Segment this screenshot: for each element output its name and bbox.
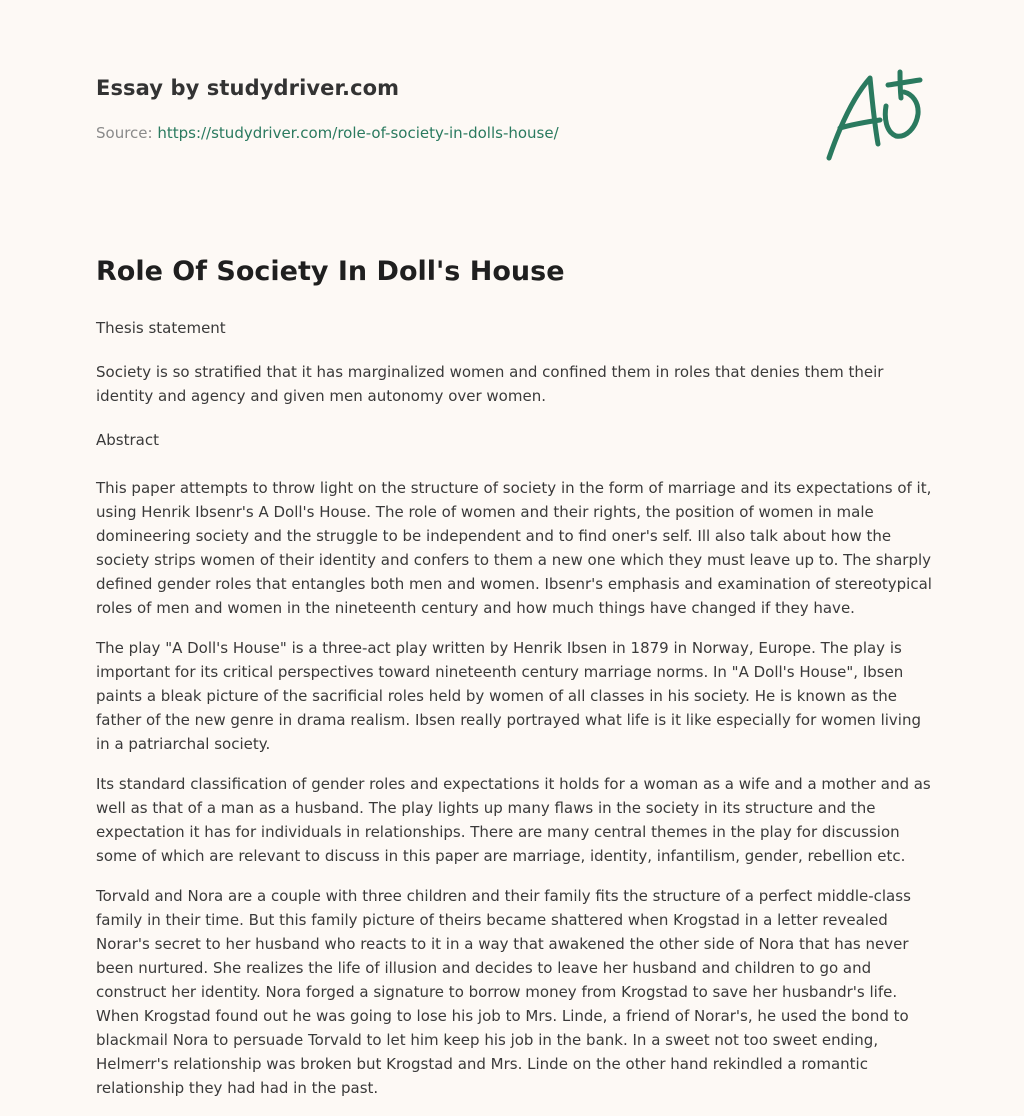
- document-body: [96, 316, 934, 1116]
- thesis-paragraph: Society is so stratified that it has marginalized women and confined them in roles that denies them their identity and agency and given men autonomy over women.: [96, 363, 884, 405]
- document-title: Role Of Society In Doll's House: [96, 256, 565, 287]
- body-paragraph: The play "A Doll's House" is a three-act play written by Henrik Ibsen in 1879 in Norway, Europe. The play is important for its critical perspectives toward nineteenth century marriage norms. In "A Doll's House", Ibsen paints a bleak picture of the sacrificial roles held by women of all classes in his society. He is known as the father of the new genre in drama realism. Ibsen really portrayed what life is it like especially for women living in a patriarchal society.: [96, 639, 921, 753]
- body-paragraph: This paper attempts to throw light on the structure of society in the form of marriage and its expectations of it, using Henrik Ibsenr's A Doll's House. The role of women and their rights, the position of women in male domineering society and the struggle to be independent and to find oner's self. Ill also talk about how the society strips women of their identity and confers to them a new one which they must leave up to. The sharply defined gender roles that entangles both men and women. Ibsenr's emphasis and examination of stereotypical roles of men and women in the nineteenth century and how much things have changed if they have.: [96, 479, 932, 617]
- source-link[interactable]: https://studydriver.com/role-of-society-in-dolls-house/: [157, 124, 559, 142]
- abstract-heading: Abstract: [96, 431, 159, 449]
- site-brand: Essay by studydriver.com: [96, 76, 400, 100]
- source-line: [96, 124, 559, 142]
- body-paragraph: Torvald and Nora are a couple with three children and their family fits the structure of a perfect middle-class family in their time. But this family picture of theirs became shattered when Krogstad in a letter revealed Norar's secret to her husband who reacts to it in a way that awakened the other side of Nora that has never been nurtured. She realizes the life of illusion and decides to leave her husband and children to go and construct her identity. Nora forged a signature to borrow money from Krogstad to save her husbandr's life. When Krogstad found out he was going to lose his job to Mrs. Linde, a friend of Norar's, he used the bond to blackmail Nora to persuade Torvald to let him keep his job in the bank. In a sweet not too sweet ending, Helmerr's relationship was broken but Krogstad and Mrs. Linde on the other hand rekindled a romantic relationship they had had in the past.: [96, 887, 911, 1097]
- thesis-heading: Thesis statement: [96, 319, 226, 337]
- source-label: Source:: [96, 124, 158, 142]
- a-plus-logo-icon: [820, 66, 930, 166]
- body-paragraph: Its standard classification of gender roles and expectations it holds for a woman as a wife and a mother and as well as that of a man as a husband. The play lights up many flaws in the society in its structure and the expectation it has for individuals in relationships. There are many central themes in the play for discussion some of which are relevant to discuss in this paper are marriage, identity, infantilism, gender, rebellion etc.: [96, 775, 931, 865]
